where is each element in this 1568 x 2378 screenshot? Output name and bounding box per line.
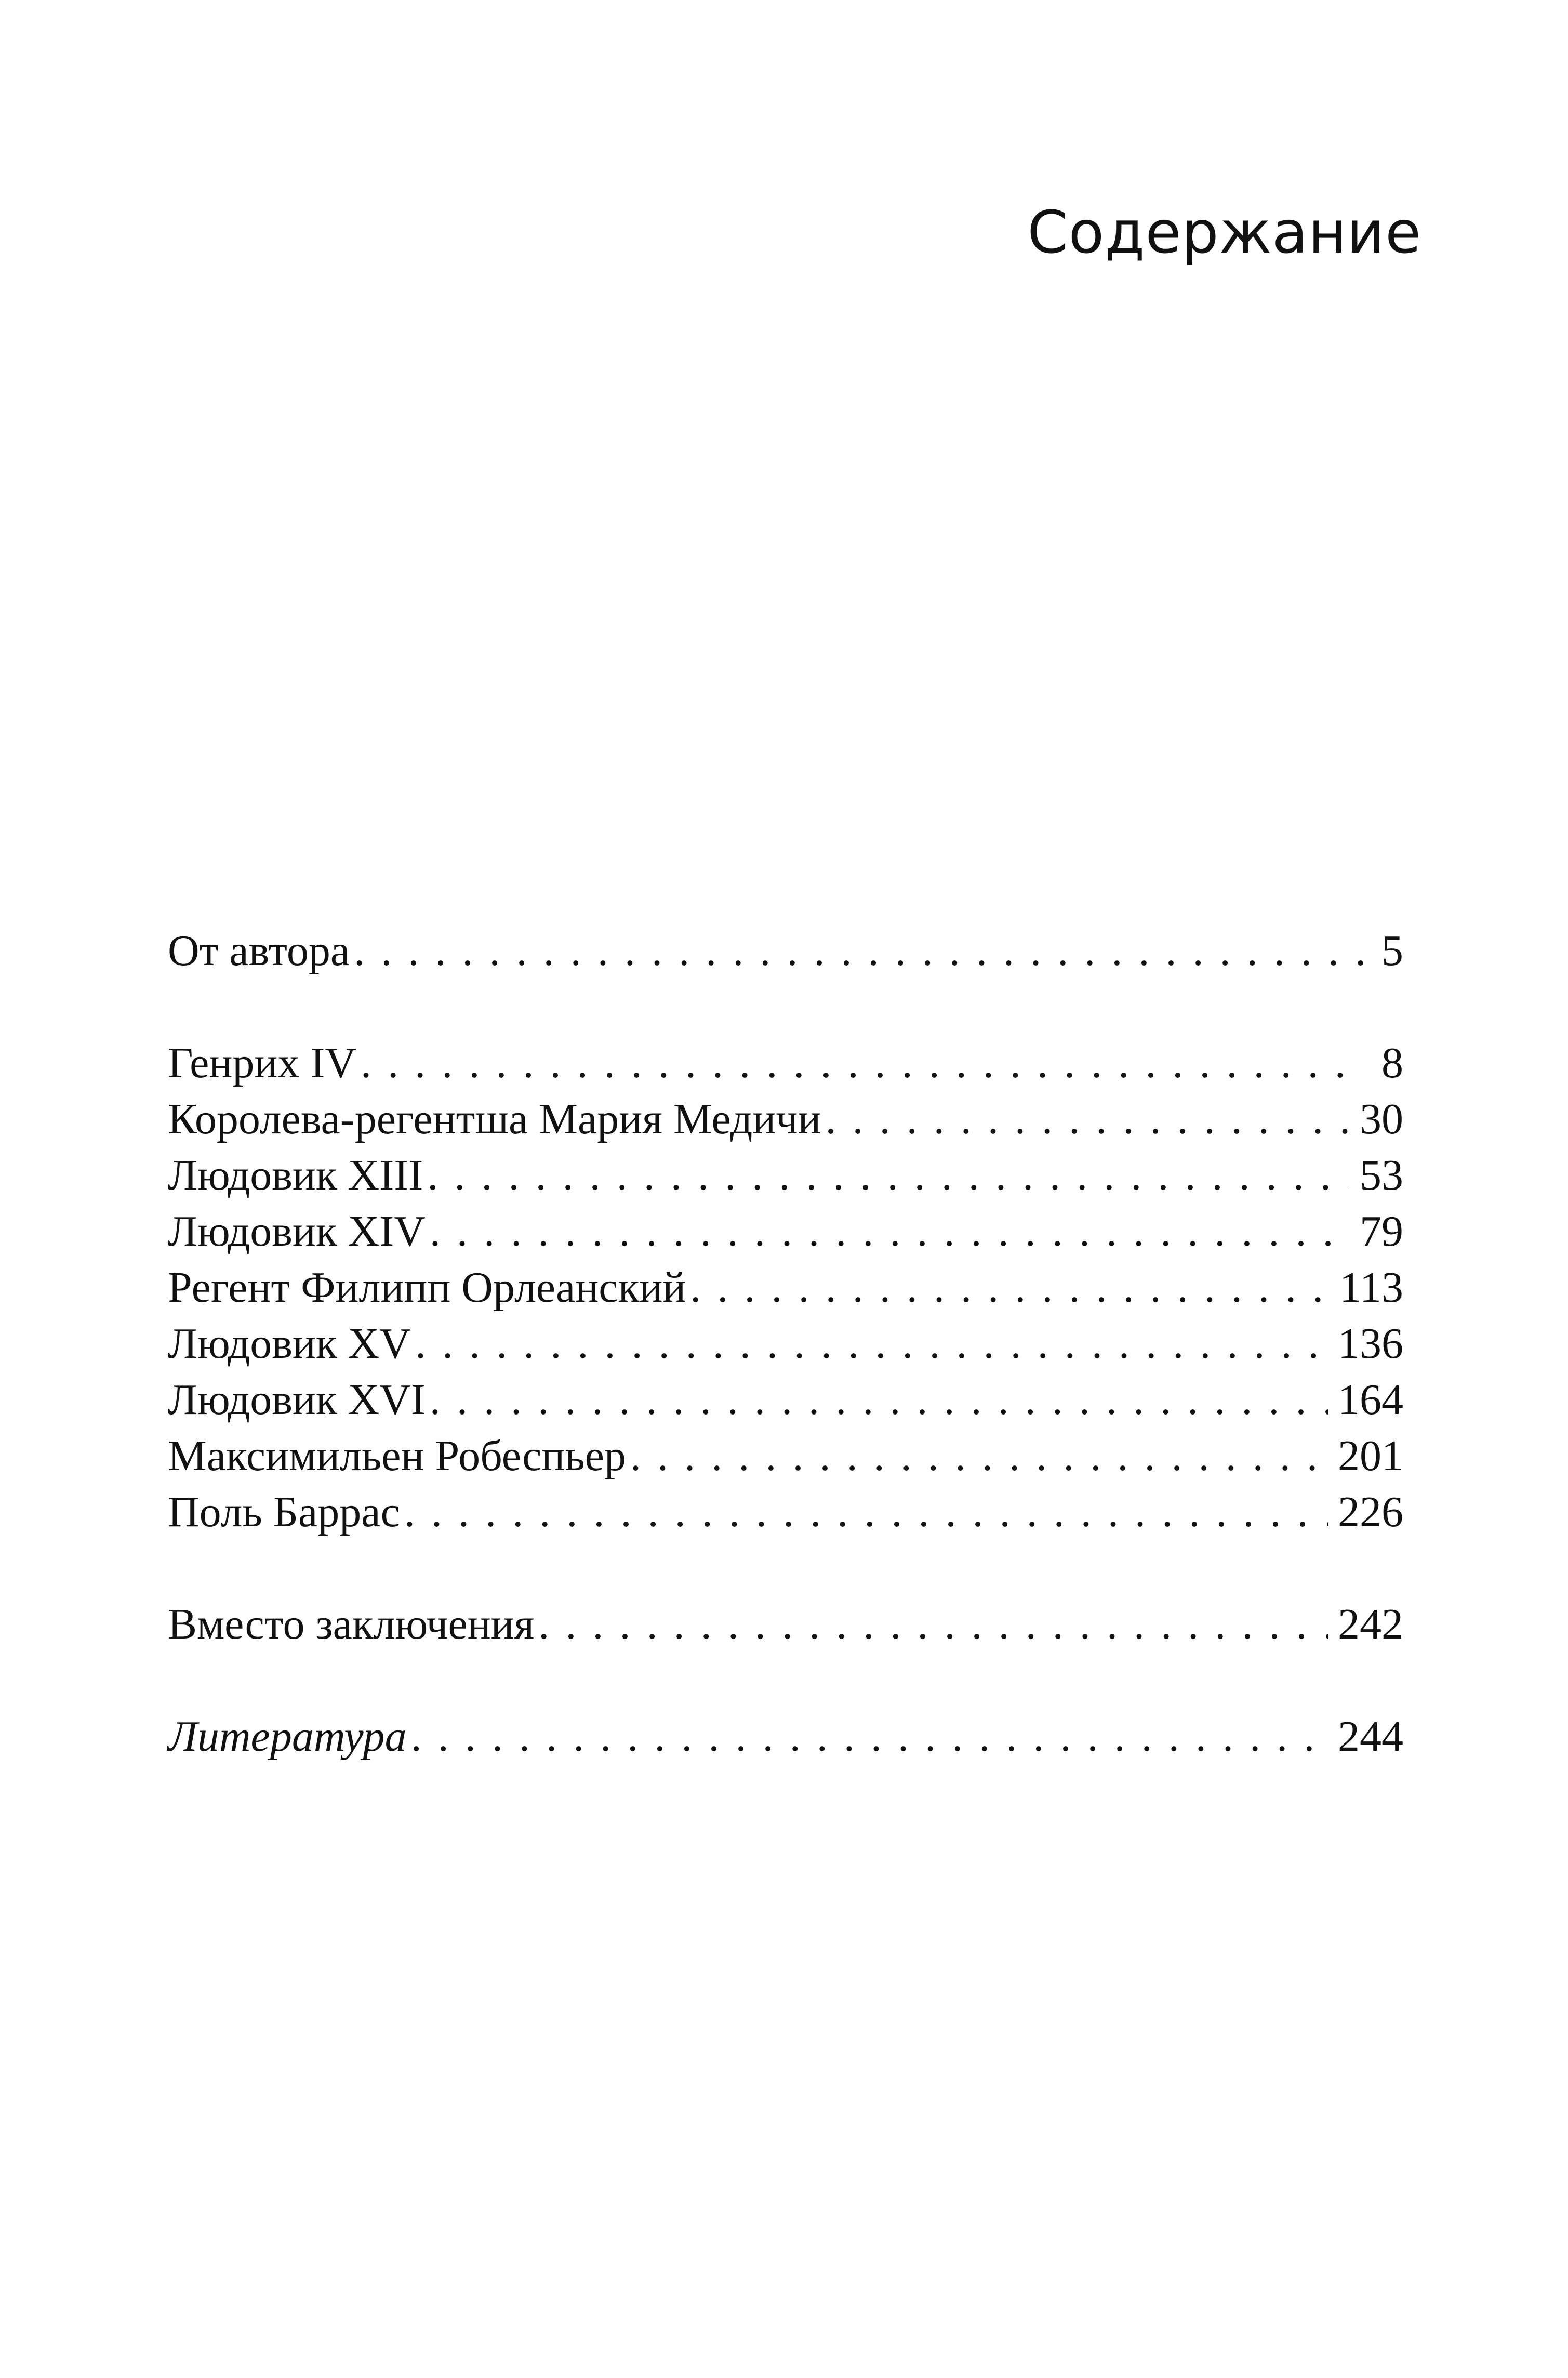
toc-entry-page: 201	[1338, 1432, 1403, 1480]
dot-leader	[430, 1204, 1350, 1260]
dot-leader	[404, 1484, 1328, 1540]
dot-leader	[430, 1372, 1328, 1428]
toc-entry-label: Людовик XIV	[168, 1207, 426, 1256]
toc-entry-ot-avtora[interactable]	[168, 923, 1403, 979]
toc-entry-page: 242	[1338, 1600, 1403, 1648]
toc-entry-vmesto-zaklyucheniya[interactable]	[168, 1596, 1403, 1653]
toc-entry-label: Людовик XVI	[168, 1376, 426, 1424]
toc-entry-page: 113	[1339, 1263, 1403, 1312]
toc-entry-label: Вместо заключения	[168, 1600, 535, 1648]
dot-leader	[538, 1596, 1328, 1653]
dot-leader	[411, 1709, 1328, 1765]
toc-entry-page: 30	[1360, 1095, 1403, 1143]
toc-entry-page: 53	[1360, 1151, 1403, 1199]
toc-entry-label: Поль Баррас	[168, 1488, 400, 1536]
toc-entry-page: 5	[1381, 927, 1403, 975]
dot-leader	[361, 1035, 1363, 1091]
toc-entry-lyudovik-xvi[interactable]	[168, 1372, 1403, 1428]
toc-entry-page: 79	[1360, 1207, 1403, 1256]
toc-entry-genrikh-iv[interactable]	[168, 1035, 1403, 1091]
dot-leader	[826, 1091, 1351, 1147]
toc-entry-lyudovik-xv[interactable]	[168, 1316, 1403, 1372]
toc-entry-label: Регент Филипп Орлеанский	[168, 1263, 686, 1312]
toc-entry-label: От автора	[168, 927, 350, 975]
toc-entry-label: Людовик XIII	[168, 1151, 423, 1199]
toc-entry-mariya-medichi[interactable]	[168, 1091, 1403, 1147]
toc-entry-page: 136	[1338, 1319, 1403, 1368]
toc-entry-page: 226	[1338, 1488, 1403, 1536]
page-title: Содержание	[1027, 199, 1421, 267]
table-of-contents	[168, 923, 1403, 1765]
toc-entry-filipp-orleanskiy[interactable]	[168, 1260, 1403, 1316]
toc-entry-lyudovik-xiv[interactable]	[168, 1204, 1403, 1260]
dot-leader	[415, 1316, 1328, 1372]
toc-entry-label: Королева-регентша Мария Медичи	[168, 1095, 821, 1143]
dot-leader	[354, 923, 1363, 979]
toc-entry-label: Литература	[168, 1712, 407, 1761]
toc-entry-label: Генрих IV	[168, 1039, 356, 1087]
toc-entry-page: 164	[1338, 1376, 1403, 1424]
dot-leader	[427, 1147, 1350, 1204]
toc-entry-label: Людовик XV	[168, 1319, 411, 1368]
toc-entry-page: 8	[1381, 1039, 1403, 1087]
toc-entry-page: 244	[1338, 1712, 1403, 1761]
dot-leader	[690, 1260, 1330, 1316]
toc-entry-literatura[interactable]	[168, 1709, 1403, 1765]
toc-entry-label: Максимильен Робеспьер	[168, 1432, 626, 1480]
toc-entry-robespyer[interactable]	[168, 1428, 1403, 1484]
toc-entry-lyudovik-xiii[interactable]	[168, 1147, 1403, 1204]
toc-entry-barras[interactable]	[168, 1484, 1403, 1540]
dot-leader	[630, 1428, 1328, 1484]
